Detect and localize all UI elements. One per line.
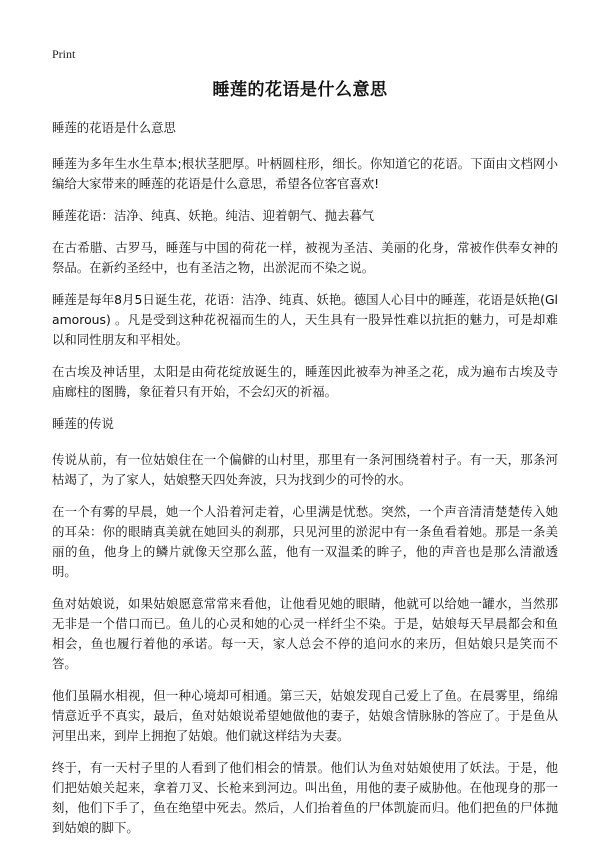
paragraph-legend-3: 鱼对姑娘说，如果姑娘愿意常常来看他，让他看见她的眼睛，他就可以给她一罐水，当然那无非是一个借口而已。鱼儿的心灵和她的心灵一样纤尘不染。于是，姑娘每天早晨都会和鱼相会，鱼也履行着他的承诺。每一天，家人总会不停的追问水的来历，但姑娘只是笑而不答。 (52, 596, 558, 671)
section-heading-legend: 睡莲的传说 (52, 416, 114, 431)
paragraph-legend-4: 他们虽隔水相视，但一种心境却可相通。第三天，姑娘发现自己爱上了鱼。在晨雾里，绵绵情意近乎不真实，最后，鱼对姑娘说希望她做他的妻子，姑娘含情脉脉的答应了。于是鱼从河里出来，到岸上拥抱了姑娘。他们就这样结为夫妻。 (52, 688, 558, 743)
paragraph-legend-1: 传说从前，有一位姑娘住在一个偏僻的山村里，那里有一条河围绕着村子。有一天，那条河枯竭了，为了家人，姑娘整天四处奔波，只为找到少的可怜的水。 (52, 452, 558, 487)
paragraph-egypt: 在古埃及神话里，太阳是由荷花绽放诞生的，睡莲因此被奉为神圣之花，成为遍布古埃及寺庙廊柱的图腾，象征着只有开始，不会幻灭的祈福。 (52, 364, 558, 399)
paragraph-legend-2: 在一个有雾的早晨，她一个人沿着河走着，心里满是忧愁。突然，一个声音清清楚楚传入她的耳朵：你的眼睛真美就在她回头的刹那，只见河里的淤泥中有一条鱼看着她。那是一条美丽的鱼，他身上的鳞片就像天空那么蓝，他有一双温柔的眸子，他的声音也是那么清澈透明。 (52, 504, 558, 579)
paragraph-flower-language: 睡莲花语：洁净、纯真、妖艳。纯洁、迎着朝气、抛去暮气 (52, 208, 375, 223)
paragraph-birthday-flower: 睡莲是每年8月5日诞生花，花语：洁净、纯真、妖艳。德国人心目中的睡莲，花语是妖艳(Glamorous) 。凡是受到这种花祝福而生的人，天生具有一股异性难以抗拒的魅力，可是却难以和同性朋友和平相处。 (52, 292, 558, 347)
paragraph-greece-rome: 在古希腊、古罗马，睡莲与中国的荷花一样，被视为圣洁、美丽的化身，常被作供奉女神的祭品。在新约圣经中，也有圣洁之物，出淤泥而不染之说。 (52, 240, 558, 275)
article-body (52, 118, 558, 850)
section-heading-meaning: 睡莲的花语是什么意思 (52, 120, 176, 135)
paragraph-intro: 睡莲为多年生水生草本;根状茎肥厚。叶柄圆柱形，细长。你知道它的花语。下面由文档网小编给大家带来的睡莲的花语是什么意思，希望各位客官喜欢! (52, 156, 558, 191)
page-title: 睡莲的花语是什么意思 (212, 80, 388, 100)
print-link[interactable]: Print (52, 47, 76, 61)
paragraph-legend-5: 终于，有一天村子里的人看到了他们相会的情景。他们认为鱼对姑娘使用了妖法。于是，他们把姑娘关起来，拿着刀叉、长枪来到河边。叫出鱼，用他的妻子威胁他。在他现身的那一刻，他们下手了，鱼在绝望中死去。然后，人们抬着鱼的尸体凯旋而归。他们把鱼的尸体抛到姑娘的脚下。 (52, 760, 558, 835)
